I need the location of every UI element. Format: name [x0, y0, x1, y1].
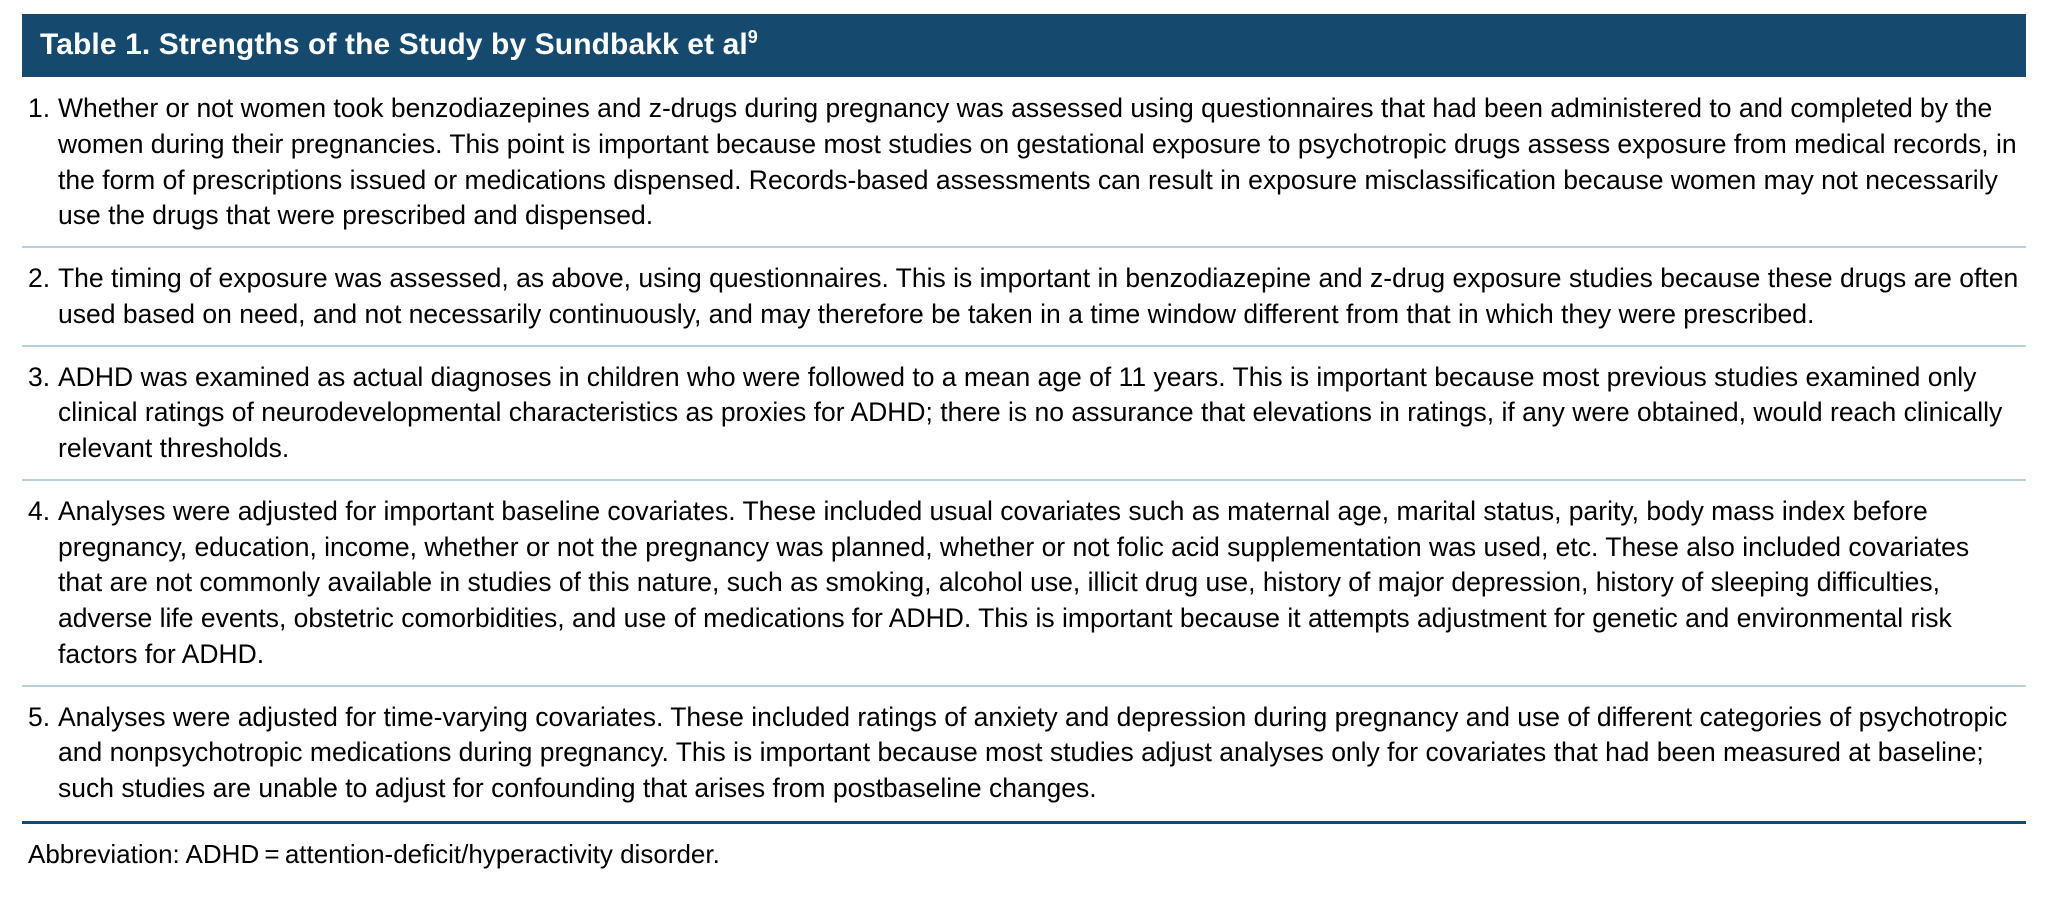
row-number: 1. — [28, 93, 51, 123]
row-number: 4. — [28, 495, 51, 526]
table-title: Table 1. Strengths of the Study by Sundbakk et al — [40, 28, 748, 61]
table-row — [22, 687, 2026, 821]
table-footnote: Abbreviation: ADHD = attention-deficit/hyperactivity disorder. — [28, 839, 720, 870]
row-text: Analyses were adjusted for time-varying covariates. These included ratings of anxiety and depression during pregnancy and use of different categories of psychotropic and nonpsychotropic medications during pregnancy. This is important because most studies adjust analyses only for covariates that had been measured at baseline; such studies are unable to adjust for confounding that arises from postbaseline changes. — [58, 701, 2008, 804]
row-number: 5. — [28, 701, 51, 732]
row-text: Analyses were adjusted for important baseline covariates. These included usual covariates such as maternal age, marital status, parity, body mass index before pregnancy, education, income, whether or not the pregnancy was planned, whether or not folic acid supplementation was used, etc. These also included covariates that are not commonly available in studies of this nature, such as smoking, alcohol use, illicit drug use, history of major depression, history of sleeping difficulties, adverse life events, obstetric comorbidities, and use of medications for ADHD. This is important because it attempts adjustment for genetic and environmental risk factors for ADHD. — [58, 495, 1970, 669]
table-row — [22, 77, 2026, 248]
table-row — [22, 481, 2026, 687]
table-rows — [22, 77, 2026, 824]
row-text: The timing of exposure was assessed, as above, using questionnaires. This is important in benzodiazepine and z-drug exposure studies because these drugs are often used based on need, and not necessarily continuously, and may therefore be taken in a time window different from that in which they were prescribed. — [58, 263, 2019, 329]
table-row — [22, 347, 2026, 481]
row-text: Whether or not women took benzodiazepines and z-drugs during pregnancy was assessed using questionnaires that had been administered to and completed by the women during their pregnancies. This point is important because most studies on gestational exposure to psychotropic drugs assess exposure from medical records, in the form of prescriptions issued or medications dispensed. Records-based assessments can result in exposure misclassification because women may not necessarily use the drugs that were prescribed and dispensed. — [58, 93, 2017, 231]
table-title-superscript: 9 — [747, 27, 758, 47]
row-text: ADHD was examined as actual diagnoses in children who were followed to a mean age of 11 years. This is important because most previous studies examined only clinical ratings of neurodevelopmental characteristics as proxies for ADHD; there is no assurance that elevations in ratings, if any were obtained, would reach clinically relevant thresholds. — [58, 361, 2003, 464]
table-row — [22, 248, 2026, 347]
row-number: 3. — [28, 361, 51, 392]
row-number: 2. — [28, 263, 51, 294]
table-title-bar — [22, 14, 2026, 77]
